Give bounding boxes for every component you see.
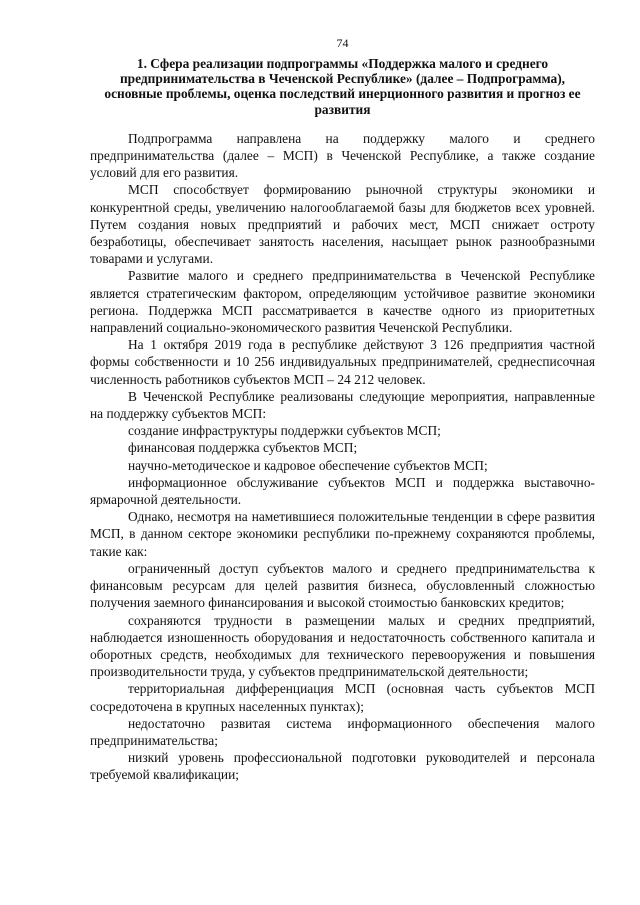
paragraph: Развитие малого и среднего предпринимательства в Чеченской Республике является стратегическим фактором, определяющим устойчивое развитие экономики региона. Поддержка МСП рассматривается в качестве одного из приоритетных направлений социально-экономического развития Чеченской Республики. bbox=[90, 268, 595, 336]
body-text bbox=[90, 130, 595, 784]
paragraph: МСП способствует формированию рыночной структуры экономики и конкурентной среды, увеличению налогооблагаемой базы для бюджетов всех уровней. Путем создания новых предприятий и рабочих мест, МСП снижает остроту безработицы, обеспечивает занятость населения, насыщает рынок разнообразными товарами и услугами. bbox=[90, 182, 595, 267]
list-item: территориальная дифференциация МСП (основная часть субъектов МСП сосредоточена в крупных населенных пунктах); bbox=[90, 681, 595, 714]
paragraph: Подпрограмма направлена на поддержку малого и среднего предпринимательства (далее – МСП) в Чеченской Республике, а также создание условий для его развития. bbox=[90, 130, 595, 181]
paragraph: Однако, несмотря на наметившиеся положительные тенденции в сфере развития МСП, в данном секторе экономики республики по-прежнему сохраняются проблемы, такие как: bbox=[90, 509, 595, 559]
paragraph: В Чеченской Республике реализованы следующие мероприятия, направленные на поддержку субъектов МСП: bbox=[90, 388, 595, 422]
list-item: низкий уровень профессиональной подготовки руководителей и персонала требуемой квалификации; bbox=[90, 750, 595, 783]
list-item: сохраняются трудности в размещении малых и средних предприятий, наблюдается изношенность оборудования и недостаточность собственного капитала и оборотных средств, необходимых для технического перевооружения и повышения производительности труда, у субъектов предпринимательской деятельности; bbox=[90, 612, 595, 680]
list-item: создание инфраструктуры поддержки субъектов МСП; bbox=[128, 423, 441, 439]
document-page bbox=[90, 36, 595, 784]
list-item: недостаточно развитая система информационного обеспечения малого предпринимательства; bbox=[90, 715, 595, 748]
list-item: информационное обслуживание субъектов МСП и поддержка выставочно-ярмарочной деятельности. bbox=[90, 474, 595, 508]
section-title: 1. Сфера реализации подпрограммы «Поддержка малого и среднего предпринимательства в Чеченской Республике» (далее – Подпрограмма), основные проблемы, оценка последствий инерционного развития и прогноз ее развития bbox=[104, 56, 581, 117]
list-item: научно-методическое и кадровое обеспечение субъектов МСП; bbox=[128, 457, 488, 473]
page-number: 74 bbox=[336, 36, 349, 50]
list-item: ограниченный доступ субъектов малого и среднего предпринимательства к финансовым ресурсам для целей развития бизнеса, обусловленный сложностью получения заемного финансирования и высокой стоимостью банковских кредитов; bbox=[90, 560, 595, 611]
list-item: финансовая поддержка субъектов МСП; bbox=[128, 440, 358, 456]
paragraph: На 1 октября 2019 года в республике действуют 3 126 предприятия частной формы собственности и 10 256 индивидуальных предпринимателей, среднесписочная численность работников субъектов МСП – 24 212 человек. bbox=[90, 337, 595, 387]
